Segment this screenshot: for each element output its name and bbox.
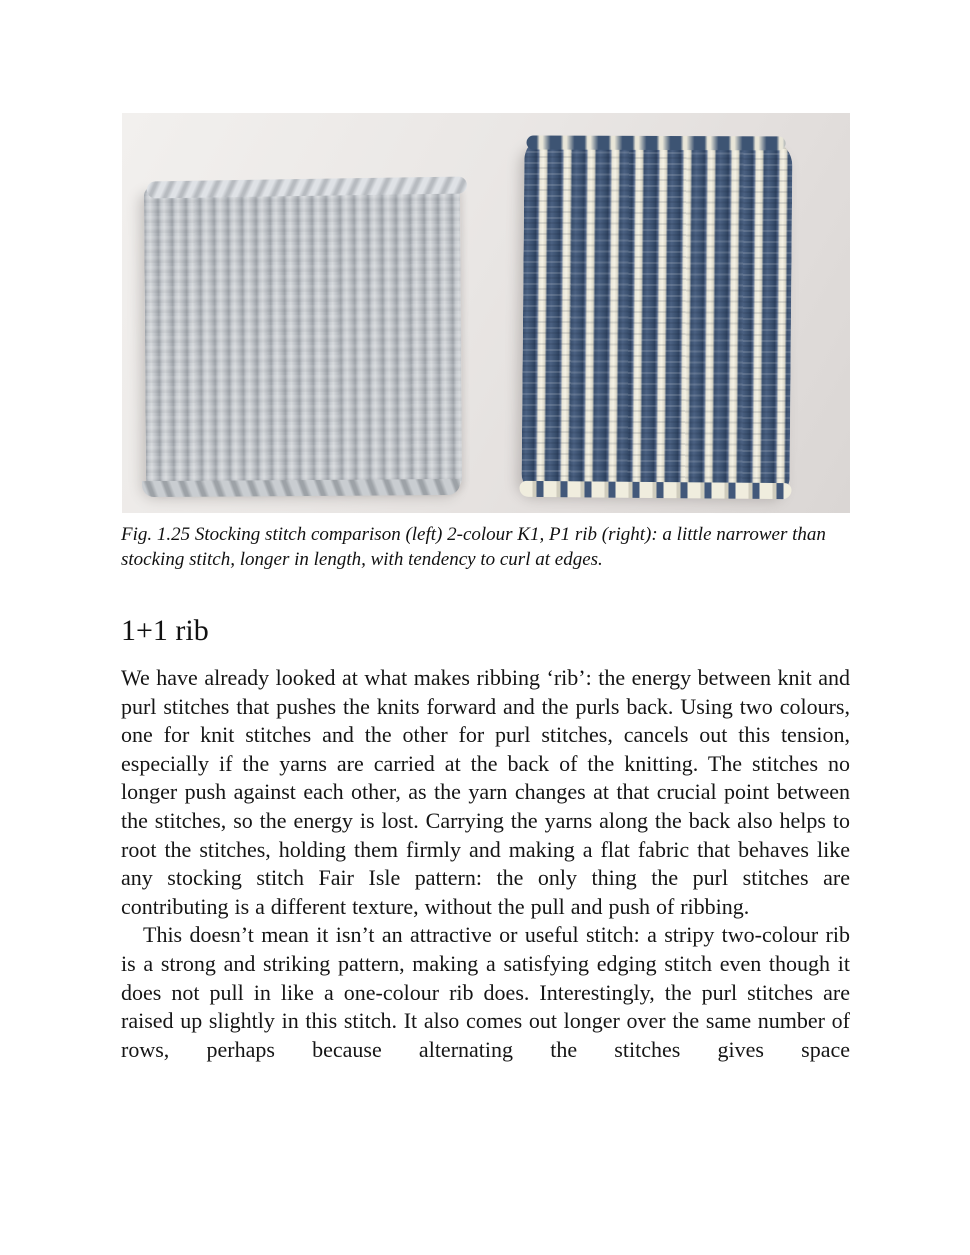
body-paragraph: This doesn’t mean it isn’t an attractive or useful stitch: a stripy two-colour rib is a strong and striking pattern, making a satisfying edging stitch even though it does not pull in like a one-colour rib does. Interestingly, the purl stitches are raised up slightly in this stitch. It also comes out longer over the same number of rows, perhaps because alternating the stitches gives space bbox=[121, 922, 850, 1062]
section-heading: 1+1 rib bbox=[121, 614, 209, 647]
castoff-edge bbox=[519, 481, 791, 499]
body-paragraph: We have already looked at what makes ribbing ‘rib’: the energy between knit and purl stitches that pushes the knits forward and the purls back. Using two colours, one for knit stitches and the other for purl stitches, cancels out this tension, especially if the yarns are carried at the back of the knitting. The stitches no longer push against each other, as the yarn changes at that crucial point between the stitches, so the energy is lost. Carrying the yarns along the back also helps to root the stitches, holding them firmly and making a flat fabric that behaves like any stocking stitch Fair Isle pattern: the only thing the purl stitches are contributing is a different texture, without the pull and push of ribbing. bbox=[121, 665, 850, 919]
body-text bbox=[121, 664, 850, 1064]
figure-photo bbox=[122, 113, 850, 513]
castoff-edge bbox=[147, 176, 467, 198]
figure-caption: Fig. 1.25 Stocking stitch comparison (left) 2-colour K1, P1 rib (right): a little narrower than stocking stitch, longer in length, with tendency to curl at edges. bbox=[121, 524, 826, 570]
curled-bottom-edge bbox=[142, 479, 460, 497]
stocking-stitch-swatch bbox=[144, 184, 462, 492]
two-colour-rib-swatch bbox=[521, 140, 792, 494]
